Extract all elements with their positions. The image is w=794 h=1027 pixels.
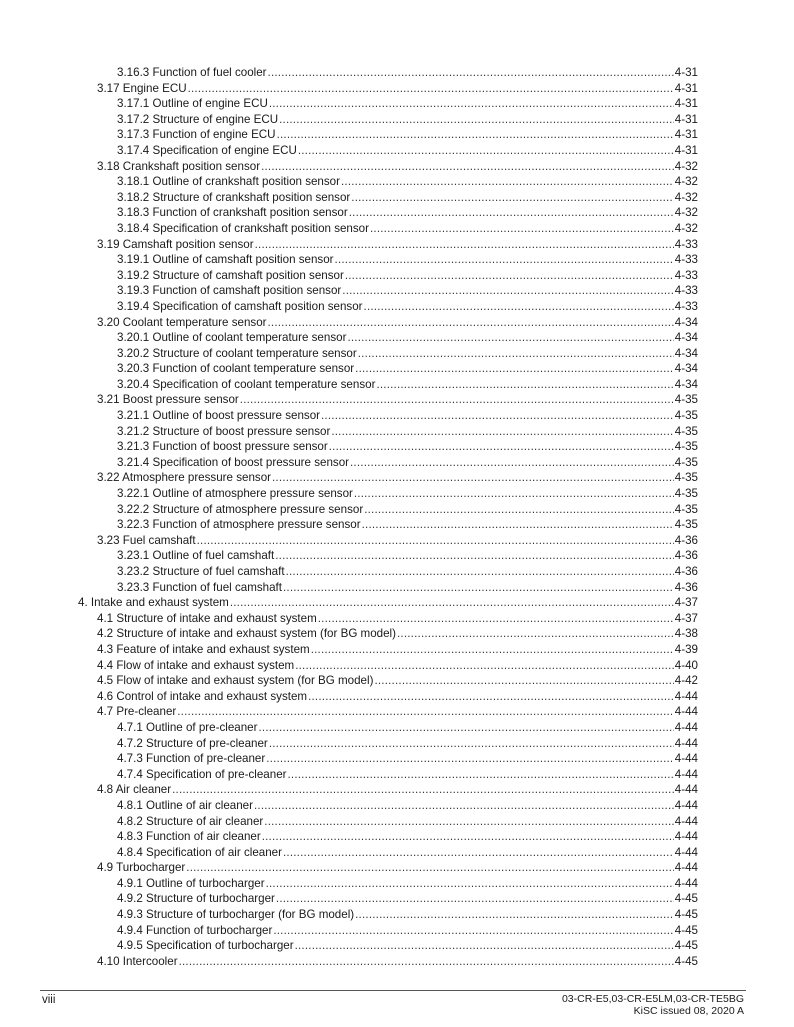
dot-leader: [266, 876, 674, 892]
toc-entry-page: 4-45: [674, 954, 698, 968]
toc-entry-title: 3.16.3 Function of fuel cooler: [117, 66, 267, 79]
toc-entry[interactable]: [97, 860, 698, 876]
dot-leader: [255, 237, 674, 253]
toc-entry-title: 4.9.2 Structure of turbocharger: [117, 892, 275, 906]
toc-entry-page: 4-44: [674, 845, 698, 859]
toc-entry-page: 4-32: [674, 221, 698, 235]
toc-entry-title: 3.18.4 Specification of crankshaft position sensor: [117, 221, 369, 235]
dot-leader: [268, 315, 674, 331]
dot-leader: [275, 548, 674, 564]
toc-entry-page: 4-44: [674, 720, 698, 734]
toc-entry[interactable]: [97, 673, 698, 689]
toc-entry-title: 3.22.2 Structure of atmosphere pressure sensor: [117, 502, 364, 516]
toc-entry-page: 4-34: [674, 377, 698, 391]
dot-leader: [349, 205, 674, 221]
toc-entry[interactable]: [117, 751, 698, 767]
toc-entry[interactable]: [117, 361, 698, 377]
toc-entry[interactable]: [117, 798, 698, 814]
toc-entry[interactable]: [97, 611, 698, 627]
toc-entry[interactable]: [97, 159, 698, 175]
toc-entry-title: 3.19 Camshaft position sensor: [97, 237, 254, 251]
toc-entry-title: 4.7.4 Specification of pre-cleaner: [117, 767, 287, 781]
toc-entry[interactable]: [97, 315, 698, 331]
toc-entry-title: 3.20.3 Function of coolant temperature sensor: [117, 362, 355, 376]
toc-entry-title: 4. Intake and exhaust system: [78, 596, 229, 610]
dot-leader: [286, 564, 674, 580]
toc-entry-page: 4-44: [674, 798, 698, 812]
toc-entry-title: 3.21.2 Structure of boost pressure sensor: [117, 424, 331, 438]
toc-entry-page: 4-44: [674, 814, 698, 828]
dot-leader: [240, 392, 674, 408]
toc-entry-title: 3.18 Crankshaft position sensor: [97, 159, 261, 173]
toc-entry-page: 4-31: [674, 143, 698, 157]
toc-entry-page: 4-32: [674, 190, 698, 204]
toc-entry-title: 3.23.1 Outline of fuel camshaft: [117, 549, 275, 563]
toc-entry[interactable]: [117, 938, 698, 954]
toc-entry[interactable]: [117, 767, 698, 783]
toc-entry[interactable]: [117, 299, 698, 315]
dot-leader: [288, 767, 674, 783]
toc-entry-page: 4-45: [674, 939, 698, 953]
toc-entry-page: 4-31: [674, 66, 698, 79]
toc-entry-title: 4.8.2 Structure of air cleaner: [117, 814, 264, 828]
dot-leader: [259, 720, 674, 736]
toc-entry[interactable]: [117, 502, 698, 518]
toc-entry-title: 4.9.1 Outline of turbocharger: [117, 876, 265, 890]
toc-entry[interactable]: [78, 595, 698, 611]
toc-entry-title: 3.18.2 Structure of crankshaft position sensor: [117, 190, 351, 204]
toc-entry-page: 4-34: [674, 331, 698, 345]
toc-entry-title: 3.19.4 Specification of camshaft position sensor: [117, 299, 363, 313]
toc-entry-title: 4.8.3 Function of air cleaner: [117, 830, 261, 844]
toc-entry-title: 4.7.2 Structure of pre-cleaner: [117, 736, 268, 750]
dot-leader: [345, 268, 674, 284]
toc-entry-title: 3.20.2 Structure of coolant temperature sensor: [117, 346, 357, 360]
toc-entry[interactable]: [117, 548, 698, 564]
footer-page-number: viii: [42, 994, 56, 1006]
dot-leader: [370, 221, 674, 237]
dot-leader: [186, 860, 673, 876]
dot-leader: [308, 689, 674, 705]
dot-leader: [177, 704, 674, 720]
toc-entry[interactable]: [117, 891, 698, 907]
footer-issue: KiSC issued 08, 2020 A: [633, 1005, 744, 1017]
toc-entry-title: 3.17 Engine ECU: [97, 81, 187, 95]
toc-entry[interactable]: [117, 580, 698, 596]
toc-entry-page: 4-33: [674, 299, 698, 313]
dot-leader: [283, 845, 674, 861]
toc-entry[interactable]: [97, 533, 698, 549]
toc-entry-page: 4-35: [674, 487, 698, 501]
toc-entry[interactable]: [97, 704, 698, 720]
toc-entry-page: 4-34: [674, 315, 698, 329]
toc-entry-title: 3.22.1 Outline of atmosphere pressure sensor: [117, 487, 353, 501]
toc-entry-title: 4.8 Air cleaner: [97, 783, 172, 797]
dot-leader: [273, 923, 673, 939]
dot-leader: [262, 829, 674, 845]
toc-entry-title: 4.6 Control of intake and exhaust system: [97, 689, 308, 703]
dot-leader: [341, 174, 674, 190]
toc-entry-page: 4-35: [674, 424, 698, 438]
toc-entry-title: 4.2 Structure of intake and exhaust system (for BG model): [97, 627, 396, 641]
dot-leader: [283, 580, 674, 596]
toc-entry-page: 4-44: [674, 752, 698, 766]
toc-entry-page: 4-37: [674, 596, 698, 610]
footer-document-info: [562, 993, 744, 1017]
toc-entry-page: 4-31: [674, 97, 698, 111]
toc-entry-title: 3.22.3 Function of atmosphere pressure sensor: [117, 518, 361, 532]
toc-entry-page: 4-36: [674, 580, 698, 594]
dot-leader: [276, 891, 674, 907]
dot-leader: [272, 470, 674, 486]
dot-leader: [188, 81, 674, 97]
toc-entry-page: 4-44: [674, 736, 698, 750]
toc-entry[interactable]: [117, 845, 698, 861]
toc-entry[interactable]: [117, 377, 698, 393]
toc-entry[interactable]: [117, 330, 698, 346]
toc-entry[interactable]: [117, 720, 698, 736]
toc-entry-page: 4-33: [674, 253, 698, 267]
toc-entry-page: 4-35: [674, 440, 698, 454]
toc-entry[interactable]: [117, 517, 698, 533]
toc-entry-page: 4-32: [674, 206, 698, 220]
toc-entry-title: 3.17.1 Outline of engine ECU: [117, 97, 268, 111]
toc-entry-title: 4.9.3 Structure of turbocharger (for BG model): [117, 908, 355, 922]
toc-entry[interactable]: [117, 96, 698, 112]
footer-doc-codes: 03-CR-E5,03-CR-E5LM,03-CR-TE5BG: [561, 993, 744, 1005]
toc-entry-page: 4-31: [674, 128, 698, 142]
toc-entry-page: 4-39: [674, 642, 698, 656]
dot-leader: [295, 658, 674, 674]
dot-leader: [351, 190, 673, 206]
dot-leader: [355, 907, 674, 923]
toc-entry-title: 4.8.4 Specification of air cleaner: [117, 845, 282, 859]
toc-entry-title: 3.18.3 Function of crankshaft position sensor: [117, 206, 348, 220]
toc-entry[interactable]: [117, 268, 698, 284]
dot-leader: [354, 486, 674, 502]
toc-entry-page: 4-34: [674, 362, 698, 376]
dot-leader: [230, 595, 674, 611]
toc-entry-page: 4-31: [674, 112, 698, 126]
toc-entry-title: 3.18.1 Outline of crankshaft position sensor: [117, 175, 340, 189]
toc-entry-title: 3.21 Boost pressure sensor: [97, 393, 239, 407]
toc-entry-title: 3.17.3 Function of engine ECU: [117, 128, 276, 142]
footer-divider: [40, 990, 746, 991]
toc-entry-title: 4.9.4 Function of turbocharger: [117, 923, 273, 937]
toc-entry-page: 4-35: [674, 409, 698, 423]
toc-entry-page: 4-35: [674, 471, 698, 485]
toc-entry-page: 4-36: [674, 549, 698, 563]
dot-leader: [277, 127, 674, 143]
dot-leader: [397, 626, 674, 642]
table-of-contents: [0, 65, 794, 969]
toc-entry[interactable]: [117, 408, 698, 424]
toc-entry-title: 4.4 Flow of intake and exhaust system: [97, 658, 295, 672]
toc-entry[interactable]: [97, 689, 698, 705]
toc-entry-page: 4-34: [674, 346, 698, 360]
toc-entry[interactable]: [117, 174, 698, 190]
toc-entry-title: 4.7.1 Outline of pre-cleaner: [117, 720, 258, 734]
toc-entry-title: 3.21.3 Function of boost pressure sensor: [117, 440, 328, 454]
toc-entry[interactable]: [117, 205, 698, 221]
toc-entry-page: 4-35: [674, 393, 698, 407]
toc-entry[interactable]: [117, 564, 698, 580]
toc-entry-title: 3.20.1 Outline of coolant temperature sensor: [117, 331, 347, 345]
toc-entry-page: 4-45: [674, 923, 698, 937]
toc-entry[interactable]: [117, 346, 698, 362]
toc-entry-title: 4.8.1 Outline of air cleaner: [117, 798, 253, 812]
toc-entry[interactable]: [97, 470, 698, 486]
dot-leader: [376, 377, 673, 393]
dot-leader: [269, 736, 674, 752]
dot-leader: [364, 299, 674, 315]
dot-leader: [335, 252, 674, 268]
dot-leader: [355, 361, 674, 377]
toc-entry-page: 4-44: [674, 689, 698, 703]
toc-entry[interactable]: [117, 283, 698, 299]
dot-leader: [179, 954, 674, 970]
dot-leader: [318, 611, 674, 627]
toc-entry[interactable]: [117, 221, 698, 237]
toc-entry[interactable]: [117, 814, 698, 830]
dot-leader: [269, 96, 674, 112]
toc-entry[interactable]: [117, 112, 698, 128]
toc-entry[interactable]: [97, 782, 698, 798]
toc-entry-page: 4-42: [674, 674, 698, 688]
toc-entry-page: 4-44: [674, 705, 698, 719]
toc-entry[interactable]: [97, 392, 698, 408]
toc-entry[interactable]: [117, 439, 698, 455]
toc-entry-title: 3.21.1 Outline of boost pressure sensor: [117, 409, 321, 423]
dot-leader: [266, 751, 674, 767]
toc-entry-title: 3.21.4 Specification of boost pressure sensor: [117, 455, 350, 469]
toc-entry-page: 4-35: [674, 502, 698, 516]
dot-leader: [311, 642, 674, 658]
toc-entry[interactable]: [117, 143, 698, 159]
toc-entry-page: 4-38: [674, 627, 698, 641]
toc-entry[interactable]: [117, 907, 698, 923]
dot-leader: [329, 439, 674, 455]
toc-entry[interactable]: [97, 237, 698, 253]
dot-leader: [264, 814, 673, 830]
toc-entry-title: 3.19.1 Outline of camshaft position sensor: [117, 253, 334, 267]
dot-leader: [254, 798, 674, 814]
toc-entry[interactable]: [117, 190, 698, 206]
toc-entry-page: 4-32: [674, 159, 698, 173]
toc-entry[interactable]: [97, 81, 698, 97]
toc-entry-page: 4-32: [674, 175, 698, 189]
toc-entry-page: 4-36: [674, 533, 698, 547]
dot-leader: [261, 159, 674, 175]
toc-entry-title: 4.1 Structure of intake and exhaust system: [97, 611, 317, 625]
dot-leader: [362, 517, 674, 533]
toc-entry-title: 3.19.3 Function of camshaft position sensor: [117, 284, 342, 298]
dot-leader: [197, 533, 674, 549]
toc-entry[interactable]: [117, 829, 698, 845]
toc-entry-title: 4.7 Pre-cleaner: [97, 705, 177, 719]
toc-entry[interactable]: [117, 65, 698, 81]
toc-entry-title: 3.20 Coolant temperature sensor: [97, 315, 267, 329]
toc-entry-page: 4-33: [674, 284, 698, 298]
toc-entry[interactable]: [117, 424, 698, 440]
toc-entry-title: 3.23 Fuel camshaft: [97, 533, 196, 547]
toc-entry-title: 3.17.4 Specification of engine ECU: [117, 143, 297, 157]
toc-entry-title: 4.9 Turbocharger: [97, 861, 186, 875]
toc-entry-title: 4.9.5 Specification of turbocharger: [117, 939, 294, 953]
toc-entry-title: 3.23.3 Function of fuel camshaft: [117, 580, 282, 594]
dot-leader: [374, 673, 673, 689]
toc-entry-title: 4.7.3 Function of pre-cleaner: [117, 752, 266, 766]
toc-entry-title: 4.5 Flow of intake and exhaust system (for BG model): [97, 674, 374, 688]
toc-entry[interactable]: [97, 626, 698, 642]
toc-entry-title: 3.23.2 Structure of fuel camshaft: [117, 565, 285, 578]
toc-entry-title: 3.20.4 Specification of coolant temperature sensor: [117, 377, 376, 391]
dot-leader: [350, 455, 674, 471]
dot-leader: [279, 112, 674, 128]
toc-entry[interactable]: [97, 658, 698, 674]
dot-leader: [342, 283, 674, 299]
toc-entry[interactable]: [97, 954, 698, 970]
toc-entry-page: 4-44: [674, 830, 698, 844]
toc-entry-page: 4-35: [674, 518, 698, 532]
toc-entry-title: 4.10 Intercooler: [97, 954, 178, 968]
toc-entry[interactable]: [117, 127, 698, 143]
toc-entry-page: 4-40: [674, 658, 698, 672]
toc-entry[interactable]: [117, 455, 698, 471]
toc-entry-page: 4-33: [674, 237, 698, 251]
dot-leader: [172, 782, 674, 798]
toc-entry-page: 4-44: [674, 861, 698, 875]
toc-entry-page: 4-45: [674, 892, 698, 906]
dot-leader: [268, 65, 674, 81]
toc-entry-page: 4-44: [674, 783, 698, 797]
toc-entry-page: 4-37: [674, 611, 698, 625]
dot-leader: [295, 938, 674, 954]
toc-entry-title: 4.3 Feature of intake and exhaust system: [97, 642, 310, 656]
toc-entry[interactable]: [117, 486, 698, 502]
toc-entry-title: 3.17.2 Structure of engine ECU: [117, 112, 279, 126]
toc-entry-title: 3.22 Atmosphere pressure sensor: [97, 471, 272, 485]
toc-entry[interactable]: [117, 252, 698, 268]
toc-entry-page: 4-45: [674, 908, 698, 922]
dot-leader: [298, 143, 674, 159]
toc-entry-page: 4-35: [674, 455, 698, 469]
toc-entry[interactable]: [117, 876, 698, 892]
dot-leader: [364, 502, 674, 518]
toc-entry-title: 3.19.2 Structure of camshaft position sensor: [117, 268, 344, 282]
dot-leader: [321, 408, 674, 424]
toc-entry-page: 4-33: [674, 268, 698, 282]
toc-entry-page: 4-31: [674, 81, 698, 95]
toc-entry[interactable]: [97, 642, 698, 658]
dot-leader: [347, 330, 673, 346]
toc-entry[interactable]: [117, 923, 698, 939]
dot-leader: [331, 424, 673, 440]
toc-entry[interactable]: [117, 736, 698, 752]
dot-leader: [358, 346, 674, 362]
toc-entry-page: 4-36: [674, 565, 698, 578]
toc-entry-page: 4-44: [674, 767, 698, 781]
toc-entry-page: 4-44: [674, 876, 698, 890]
